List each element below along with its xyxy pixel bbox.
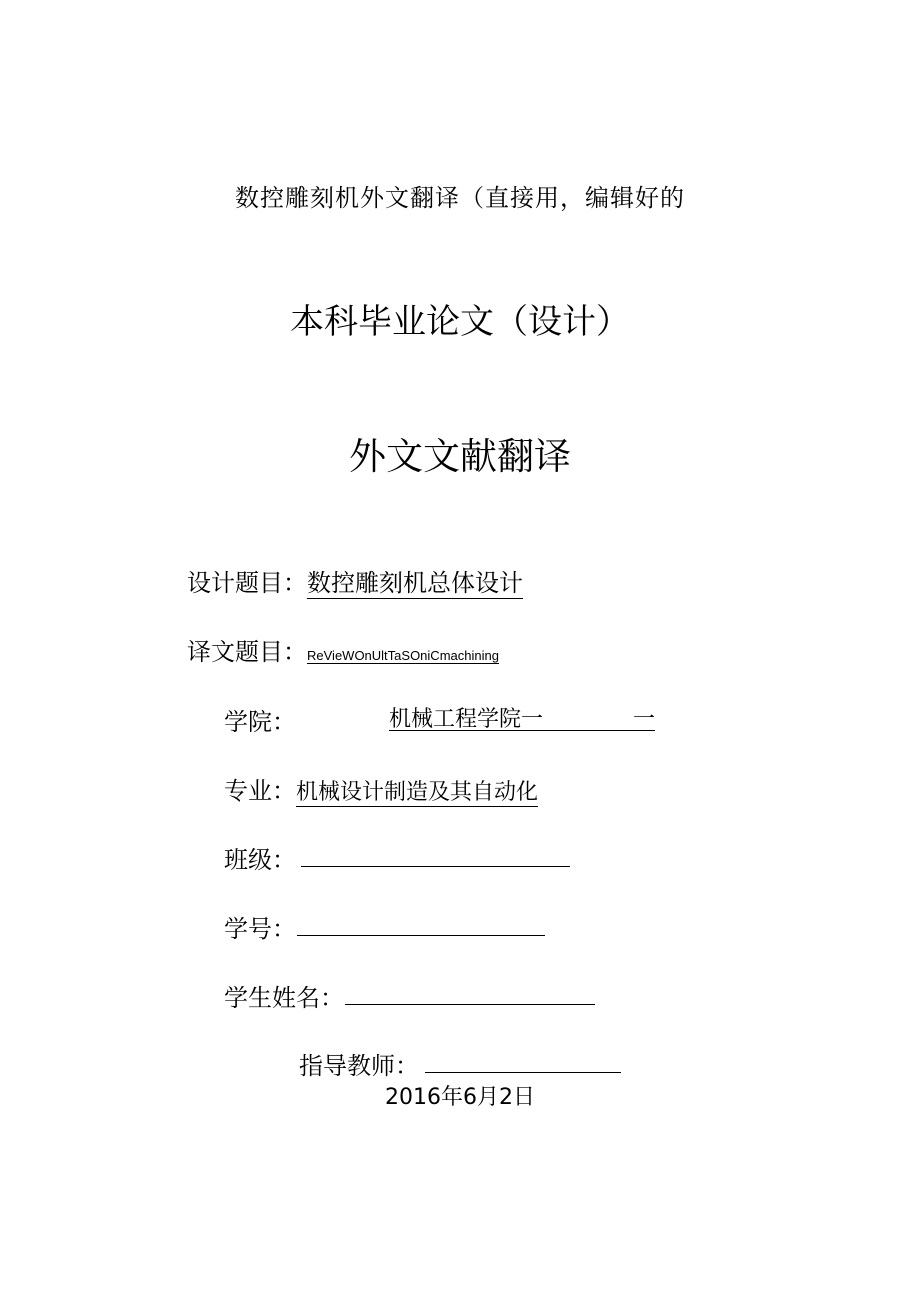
field-advisor <box>299 1046 419 1081</box>
student-name-label: 学生姓名： <box>224 984 344 1012</box>
document-heading: 数控雕刻机外文翻译（直接用，编辑好的 <box>235 184 685 212</box>
college-label: 学院： <box>224 708 296 736</box>
translation-topic-value: ReVieWOnUltTaSOniCmachining <box>307 648 499 663</box>
field-translation-topic <box>187 632 499 667</box>
major-value: 机械设计制造及其自动化 <box>296 780 539 805</box>
class-label: 班级： <box>224 846 296 874</box>
field-student-name <box>224 978 344 1013</box>
design-topic-label: 设计题目： <box>187 569 307 597</box>
student-id-blank <box>297 935 545 936</box>
advisor-blank <box>425 1072 621 1073</box>
field-student-id <box>224 909 296 944</box>
college-value-underline <box>389 702 655 731</box>
college-dash: 一 <box>632 707 655 732</box>
section-title: 外文文献翻译 <box>349 435 571 478</box>
major-label: 专业： <box>224 777 296 805</box>
student-name-blank <box>345 1004 595 1005</box>
college-value: 机械工程学院一 <box>389 707 544 732</box>
field-college <box>224 702 296 737</box>
thesis-title: 本科毕业论文（设计） <box>290 302 630 342</box>
translation-topic-label: 译文题目： <box>187 638 307 666</box>
student-id-label: 学号： <box>224 915 296 943</box>
field-class <box>224 840 296 875</box>
document-date: 2016年6月2日 <box>385 1085 535 1110</box>
field-major <box>224 771 538 806</box>
field-design-topic <box>187 563 523 598</box>
class-blank <box>301 866 570 867</box>
advisor-label: 指导教师： <box>299 1052 419 1080</box>
design-topic-value: 数控雕刻机总体设计 <box>307 569 523 597</box>
